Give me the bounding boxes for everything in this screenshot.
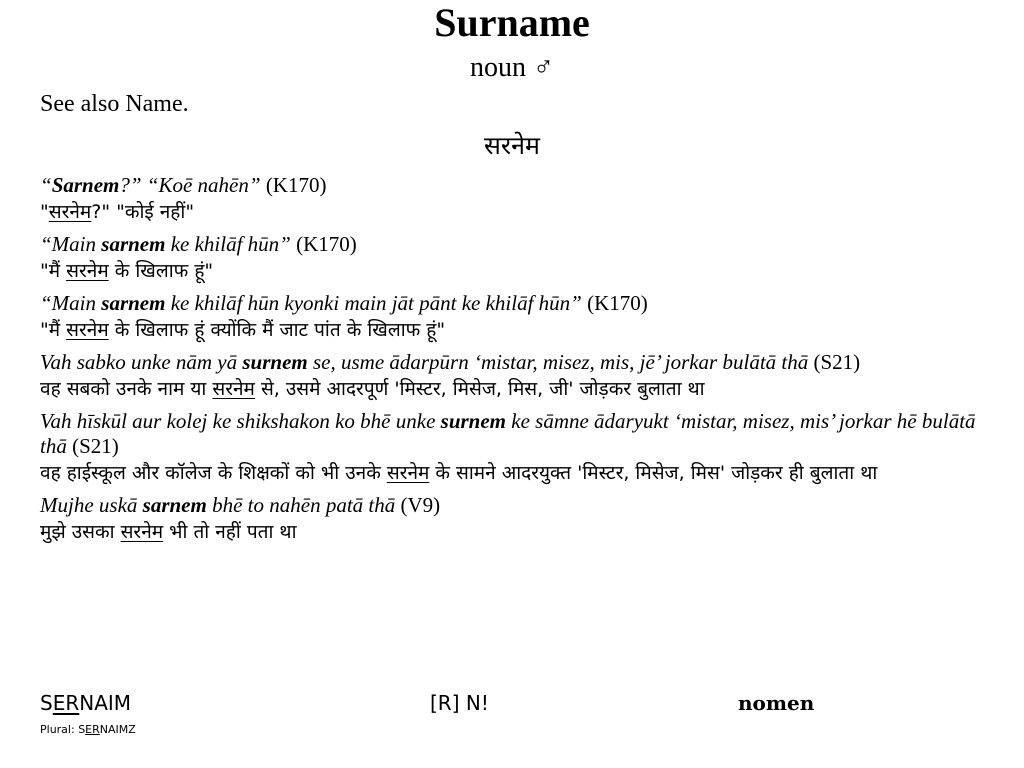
stressed-syllable: ER: [52, 691, 80, 715]
latin-equivalent: nomen: [738, 691, 815, 715]
hindi-headword: सरनेम: [484, 131, 540, 160]
example-transliteration: Vah hīskūl aur kolej ke shikshakon ko bhē unke surnem ke sāmne ādaryukt ‘mistar, misez, mis’ jorkar hē bulātā thā (S21): [40, 409, 976, 458]
see-also-note: See also Name.: [40, 91, 189, 117]
examples-list: [40, 173, 1000, 552]
pronunciation: SERNAIM: [40, 691, 132, 715]
example-transliteration: “Main sarnem ke khilāf hūn kyonki main jāt pānt ke khilāf hūn” (K170): [40, 291, 648, 315]
example-6: [40, 493, 1000, 546]
plural-form: Plural: SERNAIMZ: [40, 723, 136, 736]
example-hindi: वह हाईस्कूल और कॉलेज के शिक्षकों को भी उनके सरनेम के सामने आदरयुक्त 'मिस्टर, मिसेज, मिस' जोड़कर ही बुलाता था: [40, 462, 878, 484]
example-source: (K170): [290, 232, 357, 256]
example-5: [40, 409, 1000, 487]
example-source: (K170): [581, 291, 648, 315]
example-hindi: "मैं सरनेम के खिलाफ हूं": [40, 260, 214, 282]
entry-title: Surname: [434, 0, 590, 45]
pronunciation-code: [R] N!: [430, 691, 489, 715]
example-source: (S21): [808, 350, 861, 374]
example-transliteration: “Main sarnem ke khilāf hūn” (K170): [40, 232, 357, 256]
part-of-speech: noun ♂: [470, 52, 554, 83]
example-source: (K170): [260, 173, 327, 197]
example-hindi: वह सबको उनके नाम या सरनेम से, उसमे आदरपूर्ण 'मिस्टर, मिसेज, मिस, जी' जोड़कर बुलाता था: [40, 378, 705, 400]
example-source: (V9): [395, 493, 441, 517]
pronunciation-row: [40, 688, 1000, 720]
example-transliteration: “Sarnem?” “Koē nahēn” (K170): [40, 173, 327, 197]
example-4: [40, 350, 1000, 403]
example-transliteration: Mujhe uskā sarnem bhē to nahēn patā thā (V9): [40, 493, 441, 517]
example-3: [40, 291, 1000, 344]
example-hindi: मुझे उसका सरनेम भी तो नहीं पता था: [40, 521, 297, 543]
example-hindi: "मैं सरनेम के खिलाफ हूं क्योंकि मैं जाट पांत के खिलाफ हूं": [40, 319, 446, 341]
example-2: [40, 232, 1000, 285]
example-1: [40, 173, 1000, 226]
example-source: (S21): [66, 434, 119, 458]
example-hindi: "सरनेम?" "कोई नहीं": [40, 201, 195, 223]
example-transliteration: Vah sabko unke nām yā surnem se, usme ādarpūrn ‘mistar, misez, mis, jē’ jorkar bulātā thā (S21): [40, 350, 861, 374]
plural-stressed-syllable: ER: [85, 723, 100, 736]
